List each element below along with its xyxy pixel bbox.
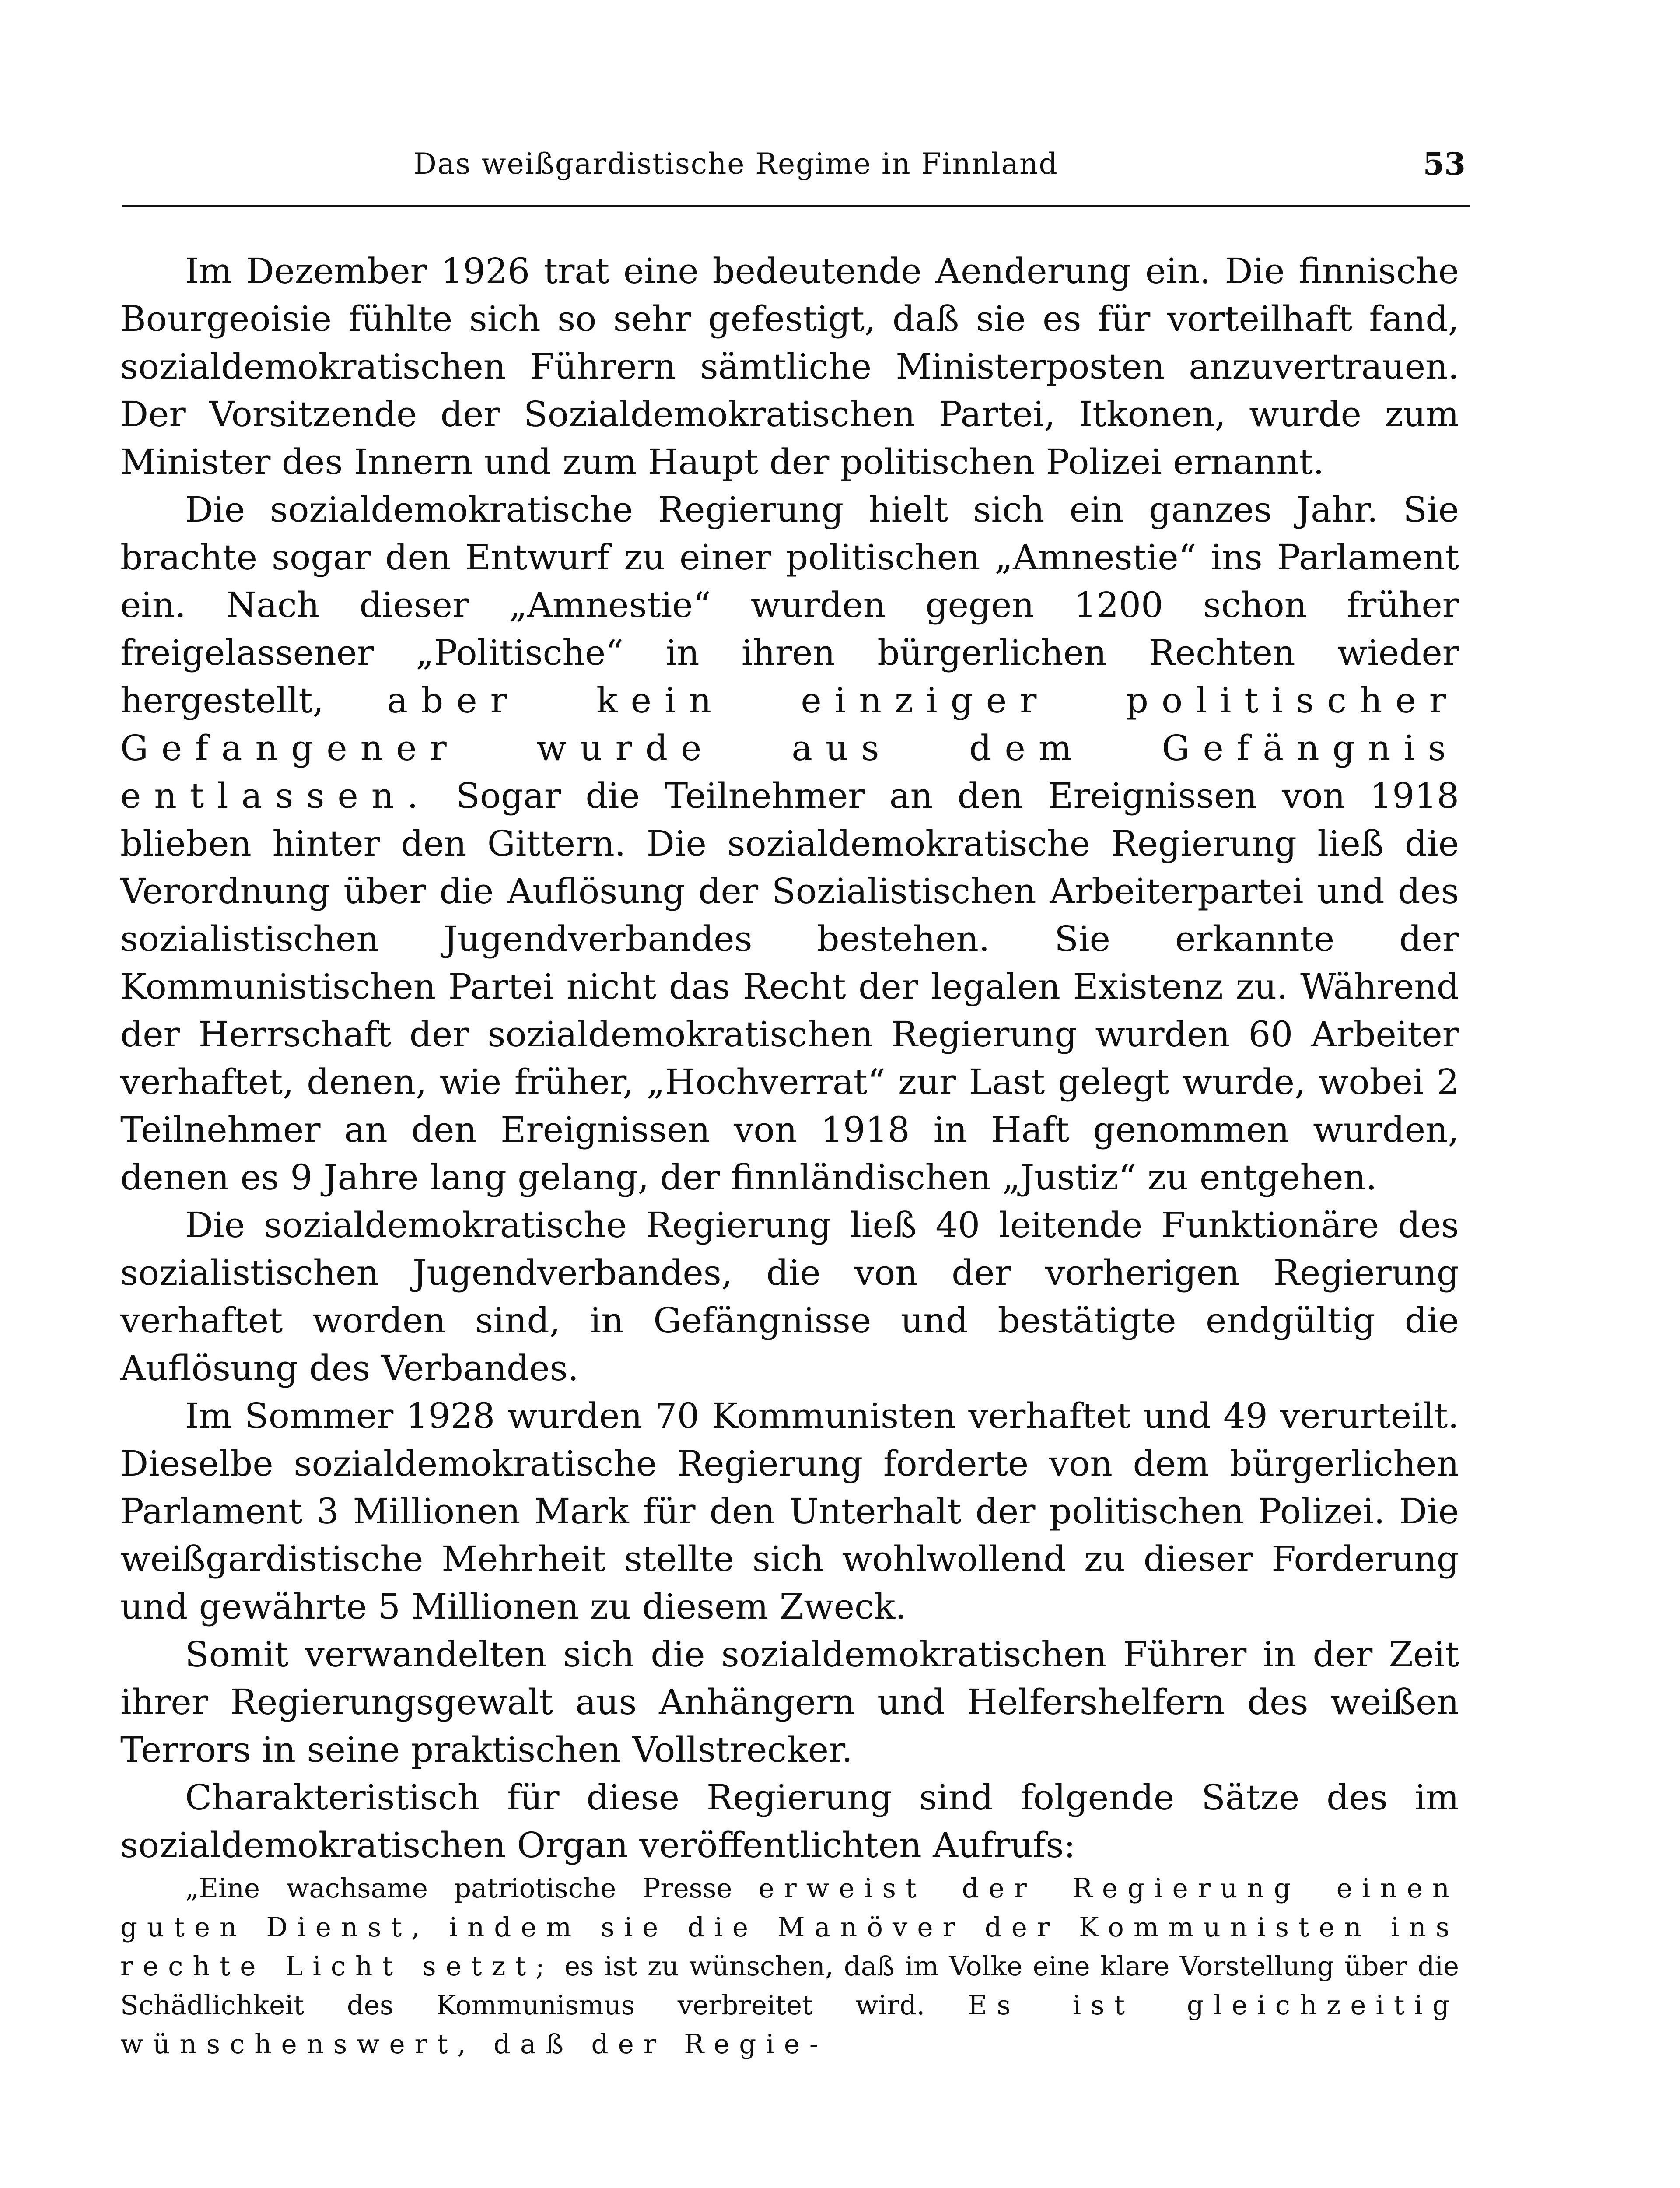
paragraph-2: [120, 486, 1459, 1201]
paragraph-1: Im Dezember 1926 trat eine bedeutende Aenderung ein. Die finnische Bourgeoisie fühlte sich so sehr gefestigt, daß sie es für vorteilhaft fand, sozialdemokratischen Führern sämtliche Ministerposten anzuvertrauen. Der Vorsitzende der Sozialdemokratischen Partei, Itkonen, wurde zum Minister des Innern und zum Haupt der politischen Polizei ernannt.: [120, 251, 1459, 482]
body-text: [120, 247, 1459, 2064]
paragraph-3: Die sozialdemokratische Regierung ließ 40 leitende Funktionäre des sozialistischen Jugendverbandes, die von der vorherigen Regierung verhaftet worden sind, in Gefängnisse und bestätigte endgültig die Auflösung des Verbandes.: [120, 1205, 1459, 1389]
paragraph-6: Charakteristisch für diese Regierung sind folgende Sätze des im sozialdemokratischen Organ veröffentlichten Aufrufs:: [120, 1777, 1459, 1865]
paragraph-2-spaced-emphasis: aber kein einziger politischer Gefangener wurde aus dem Gefängnis entlassen.: [120, 680, 1459, 816]
paragraph-2-text-b: Sogar die Teilnehmer an den Ereignissen von 1918 blieben hinter den Gittern. Die sozialdemokratische Regierung ließ die Verordnung über die Auflösung der Sozialistischen Arbeiterpartei und des sozialistischen Jugendverbandes bestehen. Sie erkannte der Kommunistischen Partei nicht das Recht der legalen Existenz zu. Während der Herrschaft der sozialdemokratischen Regierung wurden 60 Arbeiter verhaftet, denen, wie früher, „Hochverrat“ zur Last gelegt wurde, wobei 2 Teilnehmer an den Ereignissen von 1918 in Haft genommen wurden, denen es 9 Jahre lang gelang, der finnländischen „Justiz“ zu entgehen.: [120, 775, 1459, 1198]
paragraph-4: Im Sommer 1928 wurden 70 Kommunisten verhaftet und 49 verurteilt. Dieselbe sozialdemokratische Regierung forderte von dem bürgerlichen Parlament 3 Millionen Mark für den Unterhalt der politischen Polizei. Die weißgardistische Mehrheit stellte sich wohlwollend zu dieser Forderung und gewährte 5 Millionen zu diesem Zweck.: [120, 1396, 1459, 1627]
quote-text-c: es ist zu wünschen, daß im Volke eine klare Vorstellung über die Schädlichkeit des Kommunismus verbreitet wird.: [120, 1951, 1459, 2021]
running-title: Das weißgardistische Regime in Finnland: [413, 147, 1058, 181]
header-rule: [122, 205, 1470, 207]
quote-text-a: „Eine wachsame patriotische Presse: [185, 1873, 759, 1904]
quote-spaced-emphasis-2: Es ist gleichzeitig wünschenswert, daß der Regie-: [120, 1990, 1459, 2060]
paragraph-2-text-a: Die sozialdemokratische Regierung hielt sich ein ganzes Jahr. Sie brachte sogar den Entwurf zu einer politischen „Amnestie“ ins Parlament ein. Nach dieser „Amnestie“ wurden gegen 1200 schon früher freigelassener „Politische“ in ihren bürgerlichen Rechten wieder hergestellt,: [120, 489, 1459, 721]
page-number: 53: [1423, 146, 1466, 182]
quote-spaced-emphasis-1: erweist der Regierung einen guten Dienst, indem sie die Manöver der Kommunisten ins rechte Licht setzt;: [120, 1873, 1459, 1982]
block-quote: [120, 1869, 1459, 2064]
running-head: [122, 144, 1466, 184]
paragraph-5: Somit verwandelten sich die sozialdemokratischen Führer in der Zeit ihrer Regierungsgewalt aus Anhängern und Helfershelfern des weißen Terrors in seine praktischen Vollstrecker.: [120, 1634, 1459, 1770]
